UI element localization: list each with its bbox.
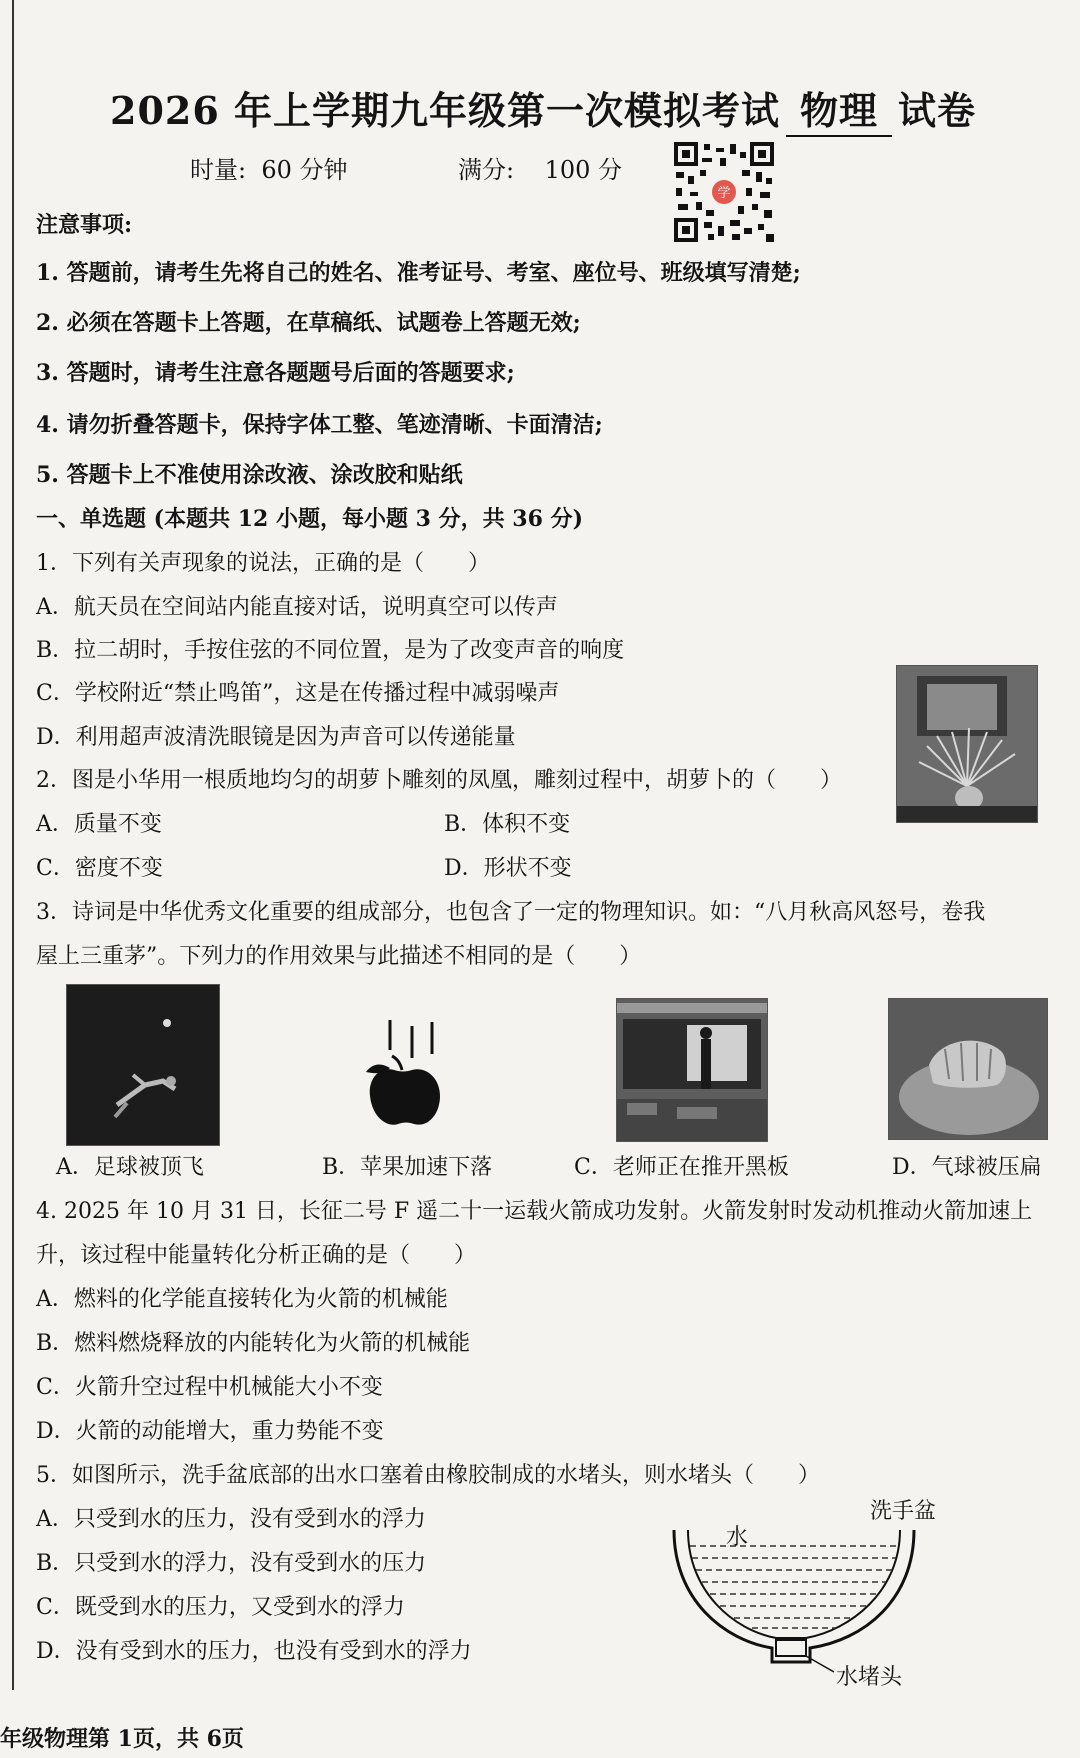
q4-stem-line1: 4. 2025 年 10 月 31 日，长征二号 F 遥二十一运载火箭成功发射。火箭发射时发动机推动火箭加速上 (36, 1199, 1033, 1224)
time-info (190, 150, 348, 185)
score-value: 100 分 (544, 156, 623, 184)
label-plug: 水堵头 (836, 1665, 903, 1690)
q1-option-b: B．拉二胡时，手按住弦的不同位置，是为了改变声音的响度 (36, 638, 625, 663)
notice-item-4: 4. 请勿折叠答题卡，保持字体工整、笔迹清晰、卡面清洁; (36, 412, 603, 438)
q3-stem-line1: 3．诗词是中华优秀文化重要的组成部分，也包含了一定的物理知识。如：“八月秋高风怒号，卷我 (36, 900, 986, 925)
q2-option-d: D．形状不变 (444, 856, 572, 881)
q5-option-a: A．只受到水的压力，没有受到水的浮力 (36, 1507, 426, 1532)
q5-stem: 5．如图所示，洗手盆底部的出水口塞着由橡胶制成的水堵头，则水堵头（ ） (36, 1463, 820, 1488)
q1-stem: 1．下列有关声现象的说法，正确的是（ ） (36, 551, 490, 576)
exam-title (110, 80, 976, 137)
teacher-blackboard-photo (616, 998, 768, 1142)
q5-option-d: D．没有受到水的压力，也没有受到水的浮力 (36, 1639, 472, 1664)
time-label: 时量: (190, 156, 247, 184)
q4-stem-line2: 升，该过程中能量转化分析正确的是（ ） (36, 1243, 477, 1268)
q5-option-b: B．只受到水的浮力，没有受到水的压力 (36, 1551, 427, 1576)
q3-caption-d: D．气球被压扁 (892, 1155, 1042, 1180)
notice-item-3: 3. 答题时，请考生注意各题题号后面的答题要求; (36, 360, 515, 386)
score-label: 满分: (458, 156, 515, 184)
q1-option-c: C．学校附近“禁止鸣笛”，这是在传播过程中减弱噪声 (36, 681, 560, 706)
q4-option-b: B．燃料燃烧释放的内能转化为火箭的机械能 (36, 1331, 471, 1356)
falling-apple-icon (350, 1016, 460, 1136)
section-heading: 一、单选题 (本题共 12 小题，每小题 3 分，共 36 分) (36, 506, 583, 532)
notice-item-5: 5. 答题卡上不准使用涂改液、涂改胶和贴纸 (36, 462, 463, 488)
q1-option-a: A．航天员在空间站内能直接对话，说明真空可以传声 (36, 595, 558, 620)
q1-option-d: D．利用超声波清洗眼镜是因为声音可以传递能量 (36, 725, 516, 750)
notice-item-1: 1. 答题前，请考生先将自己的姓名、准考证号、考室、座位号、班级填写清楚; (36, 260, 801, 286)
q2-stem: 2．图是小华用一根质地均匀的胡萝卜雕刻的凤凰，雕刻过程中，胡萝卜的（ ） (36, 768, 842, 793)
carrot-phoenix-photo (896, 665, 1038, 823)
q2-option-a: A．质量不变 (36, 812, 162, 837)
time-value: 60 分钟 (261, 156, 348, 184)
svg-text:学: 学 (717, 186, 731, 201)
q4-option-d: D．火箭的动能增大，重力势能不变 (36, 1419, 384, 1444)
q2-option-c: C．密度不变 (36, 856, 163, 881)
balloon-pressed-photo (888, 998, 1048, 1140)
q3-caption-b: B．苹果加速下落 (322, 1155, 493, 1180)
page-footer: 年级物理第 1页，共 6页 (0, 1726, 244, 1752)
q3-caption-c: C．老师正在推开黑板 (574, 1155, 789, 1180)
notice-item-2: 2. 必须在答题卡上答题，在草稿纸、试题卷上答题无效; (36, 310, 581, 336)
score-info (458, 150, 622, 185)
qr-code-icon (672, 140, 776, 244)
q3-caption-a: A．足球被顶飞 (56, 1155, 204, 1180)
q3-stem-line2: 屋上三重茅”。下列力的作用效果与此描述不相同的是（ ） (36, 944, 642, 969)
label-water: 水 (726, 1525, 749, 1550)
q2-option-b: B．体积不变 (444, 812, 571, 837)
margin-rule (12, 0, 14, 1690)
q4-option-a: A．燃料的化学能直接转化为火箭的机械能 (36, 1287, 448, 1312)
notice-heading: 注意事项: (36, 212, 133, 238)
title-suffix: 试卷 (898, 88, 977, 133)
q4-option-c: C．火箭升空过程中机械能大小不变 (36, 1375, 383, 1400)
soccer-header-photo (66, 984, 220, 1146)
title-prefix: 2026 年上学期九年级第一次模拟考试 (110, 88, 780, 133)
title-subject: 物理 (786, 80, 892, 137)
q5-option-c: C．既受到水的压力，又受到水的浮力 (36, 1595, 405, 1620)
label-basin: 洗手盆 (870, 1499, 937, 1524)
